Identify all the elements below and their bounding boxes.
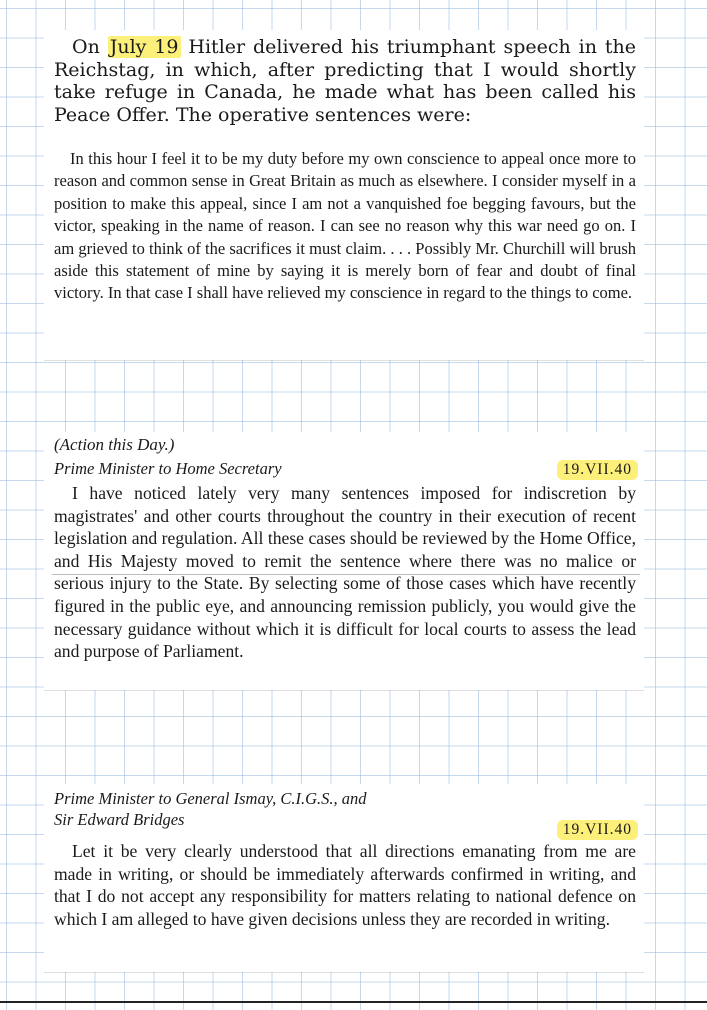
memo-date-highlight: 19.VII.40 — [557, 460, 638, 480]
intro-after: Hitler delivered his triumphant speech in the Reichstag, in which, after predicting that I would shortly take refuge in Canada, he made what has been called his Peace Offer. The operative sentences were: — [54, 36, 636, 126]
intro-clipping — [44, 30, 644, 360]
highlighted-date: July 19 — [109, 36, 179, 58]
memo-heading: Prime Minister to Home Secretary — [54, 459, 282, 478]
action-this-day-note: (Action this Day.) — [54, 435, 175, 454]
clipping-divider — [52, 574, 640, 575]
memo-heading-line-1: Prime Minister to General Ismay, C.I.G.S., and — [54, 789, 367, 808]
memo-heading — [54, 788, 574, 830]
intro-before: On — [72, 36, 108, 58]
memo-home-secretary-clipping — [44, 432, 644, 690]
memo-heading-line-2: Sir Edward Bridges — [54, 810, 185, 829]
memo-date-highlight: 19.VII.40 — [557, 820, 638, 840]
memo-body: I have noticed lately very many sentences imposed for indiscretion by magistrates' and other courts throughout the country in their execution of recent legislation and regulation. All these cases should be reviewed by the Home Office, and His Majesty moved to remit the sentence where there was no malice or serious injury to the State. By selecting some of those cases which have recently figured in the public eye, and announcing remission publicly, you would give the necessary guidance without which it is difficult for local courts to assess the lead and purpose of Parliament. — [54, 483, 636, 662]
speech-quote: In this hour I feel it to be my duty before my own conscience to appeal once more to reason and common sense in Great Britain as much as elsewhere. I consider myself in a position to make this appeal, since I am not a vanquished foe begging favours, but the victor, speaking in the name of reason. I can see no reason why this war need go on. I am grieved to think of the sacrifices it must claim. . . . Possibly Mr. Churchill will brush aside this statement of mine by saying it is merely born of fear and doubt of final victory. In that case I shall have relieved my conscience in regard to the things to come. — [54, 149, 636, 303]
memo-ismay-clipping — [44, 784, 644, 972]
memo-body: Let it be very clearly understood that all directions emanating from me are made in writing, or should be immediately afterwards confirmed in writing, and that I do not accept any responsibility for matters relating to national defence on which I am alleged to have given decisions unless they are recorded in writing. — [54, 841, 636, 929]
intro-paragraph — [54, 36, 636, 126]
page-bottom-edge — [0, 1001, 707, 1003]
